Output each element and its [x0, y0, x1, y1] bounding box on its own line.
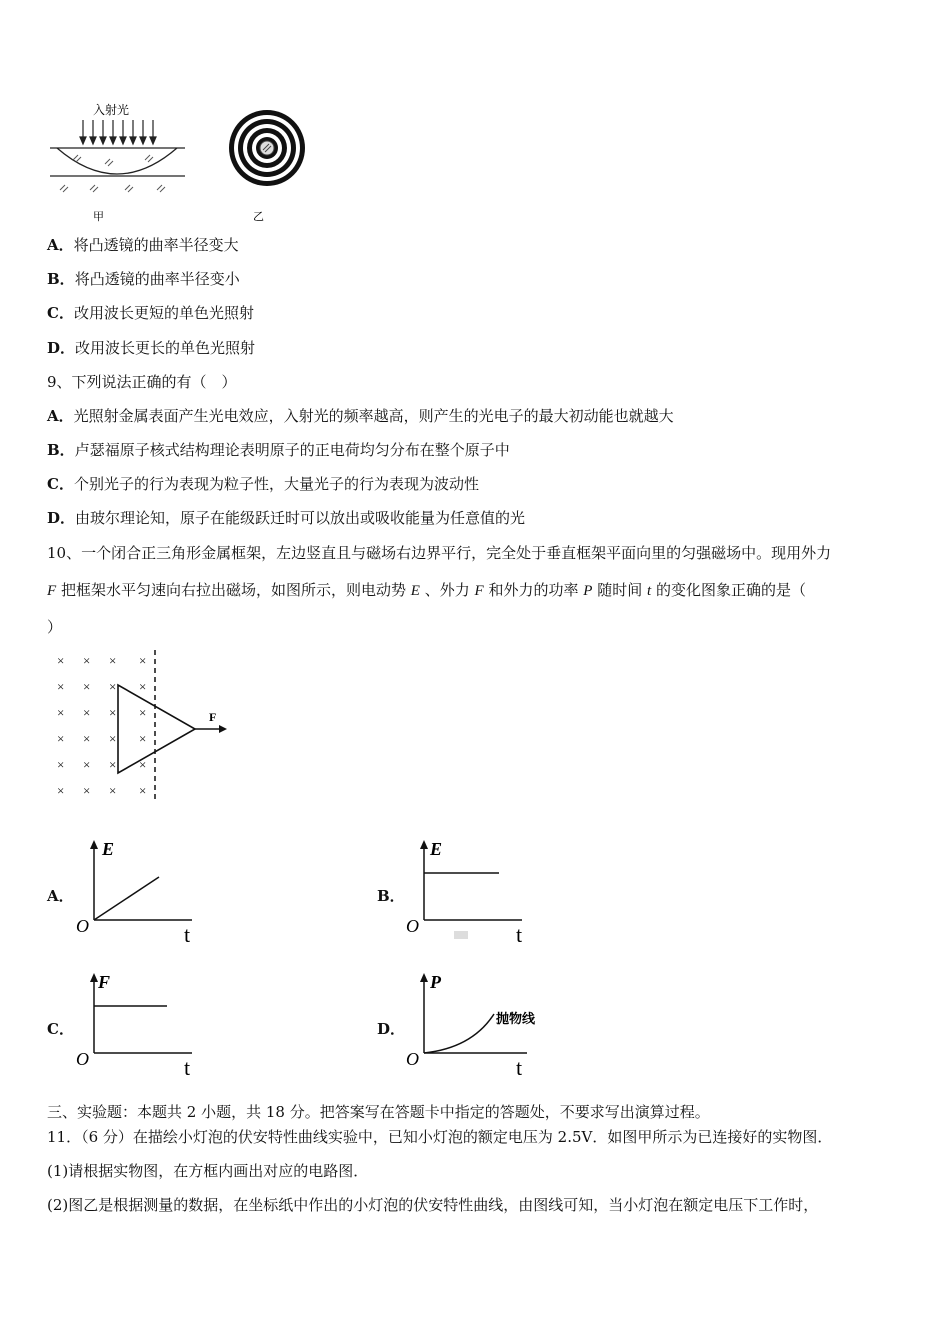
graph-b-x-label: t — [516, 922, 523, 945]
graph-d-origin: O — [406, 1049, 419, 1069]
field-cross: × — [57, 705, 65, 720]
field-cross: × — [139, 705, 147, 720]
q10-graph-d — [402, 968, 562, 1078]
figure-label-jia: 甲 — [93, 211, 104, 223]
field-cross: × — [57, 653, 65, 668]
q8-option-c: C．改用波长更短的单色光照射 — [47, 304, 254, 322]
q11-part2: (2)图乙是根据测量的数据，在坐标纸中作出的小灯泡的伏安特性曲线，由图线可知，当小灯泡在额定电压下工作时， — [47, 1196, 819, 1214]
q10-graph-c — [72, 968, 212, 1078]
field-cross: × — [57, 757, 65, 772]
q9-option-d: D．由玻尔理论知，原子在能级跃迁时可以放出或吸收能量为任意值的光 — [47, 509, 526, 527]
field-cross: × — [139, 757, 147, 772]
graph-a-y-label: E — [102, 839, 115, 859]
graph-c-origin: O — [76, 1049, 89, 1069]
q10-option-a-letter: A． — [47, 887, 74, 905]
field-cross: × — [109, 757, 117, 772]
field-cross: × — [83, 731, 91, 746]
q10-graph-a — [72, 835, 212, 945]
q8-option-b: B．将凸透镜的曲率半径变小 — [47, 270, 240, 288]
field-cross: × — [83, 757, 91, 772]
field-cross: × — [83, 679, 91, 694]
section3-heading: 三、实验题：本题共 2 小题，共 18 分。把答案写在答题卡中指定的答题处，不要求写出演算过程。 — [47, 1103, 710, 1121]
field-cross: × — [83, 783, 91, 798]
incident-light-label: 入射光 — [93, 103, 130, 117]
field-cross: × — [57, 783, 65, 798]
newton-rings-figure — [45, 100, 315, 228]
field-cross: × — [139, 783, 147, 798]
q10-option-d-letter: D． — [377, 1020, 406, 1038]
q9-option-a: A．光照射金属表面产生光电效应，入射光的频率越高，则产生的光电子的最大初动能也就越大 — [47, 407, 674, 425]
graph-b-y-label: E — [430, 839, 443, 859]
newton-rings — [229, 110, 305, 186]
field-cross: × — [109, 783, 117, 798]
q11-part1: (1)请根据实物图，在方框内画出对应的电路图． — [47, 1162, 369, 1180]
q10-graph-b — [402, 835, 542, 945]
graph-d-x-label: t — [516, 1055, 523, 1078]
field-cross: × — [139, 731, 147, 746]
q10-stem-line1: 10、一个闭合正三角形金属框架，左边竖直且与磁场右边界平行，完全处于垂直框架平面向里的匀强磁场中。现用外力 — [47, 544, 832, 562]
field-cross: × — [139, 653, 147, 668]
q10-option-c-letter: C． — [47, 1020, 74, 1038]
force-label: F — [209, 710, 217, 724]
q10-option-b-letter: B． — [377, 887, 405, 905]
q9-option-b: B．卢瑟福原子核式结构理论表明原子的正电荷均匀分布在整个原子中 — [47, 441, 510, 459]
magnetic-field-figure — [45, 645, 245, 805]
q9-stem: 9、下列说法正确的有（ ） — [47, 373, 237, 391]
graph-b-origin: O — [406, 916, 419, 936]
q10-stem-line2: F 把框架水平匀速向右拉出磁场，如图所示，则电动势 E 、外力 F 和外力的功率 P 随时间 t 的变化图象正确的是（ — [47, 581, 806, 599]
figure-label-yi: 乙 — [253, 211, 264, 223]
graph-d-curve-label: 抛物线 — [496, 1011, 536, 1026]
q10-stem-line3: ） — [47, 618, 63, 636]
q8-option-d: D．改用波长更长的单色光照射 — [47, 339, 256, 357]
graph-d-y-label: P — [430, 972, 441, 992]
graph-a-origin: O — [76, 916, 89, 936]
field-cross: × — [139, 679, 147, 694]
field-cross: × — [83, 705, 91, 720]
field-crosses — [57, 653, 146, 798]
field-cross: × — [109, 679, 117, 694]
q9-option-c: C．个别光子的行为表现为粒子性，大量光子的行为表现为波动性 — [47, 475, 479, 493]
graph-c-x-label: t — [184, 1055, 191, 1078]
field-cross: × — [109, 731, 117, 746]
graph-c-y-label: F — [98, 972, 111, 992]
field-cross: × — [83, 653, 91, 668]
q11-stem: 11．（6 分）在描绘小灯泡的伏安特性曲线实验中，已知小灯泡的额定电压为 2.5V．如图甲所示为已连接好的实物图． — [47, 1128, 833, 1146]
q8-option-a: A．将凸透镜的曲率半径变大 — [47, 236, 239, 254]
field-cross: × — [109, 653, 117, 668]
graph-a-x-label: t — [184, 922, 191, 945]
field-cross: × — [57, 731, 65, 746]
field-cross: × — [57, 679, 65, 694]
field-cross: × — [109, 705, 117, 720]
